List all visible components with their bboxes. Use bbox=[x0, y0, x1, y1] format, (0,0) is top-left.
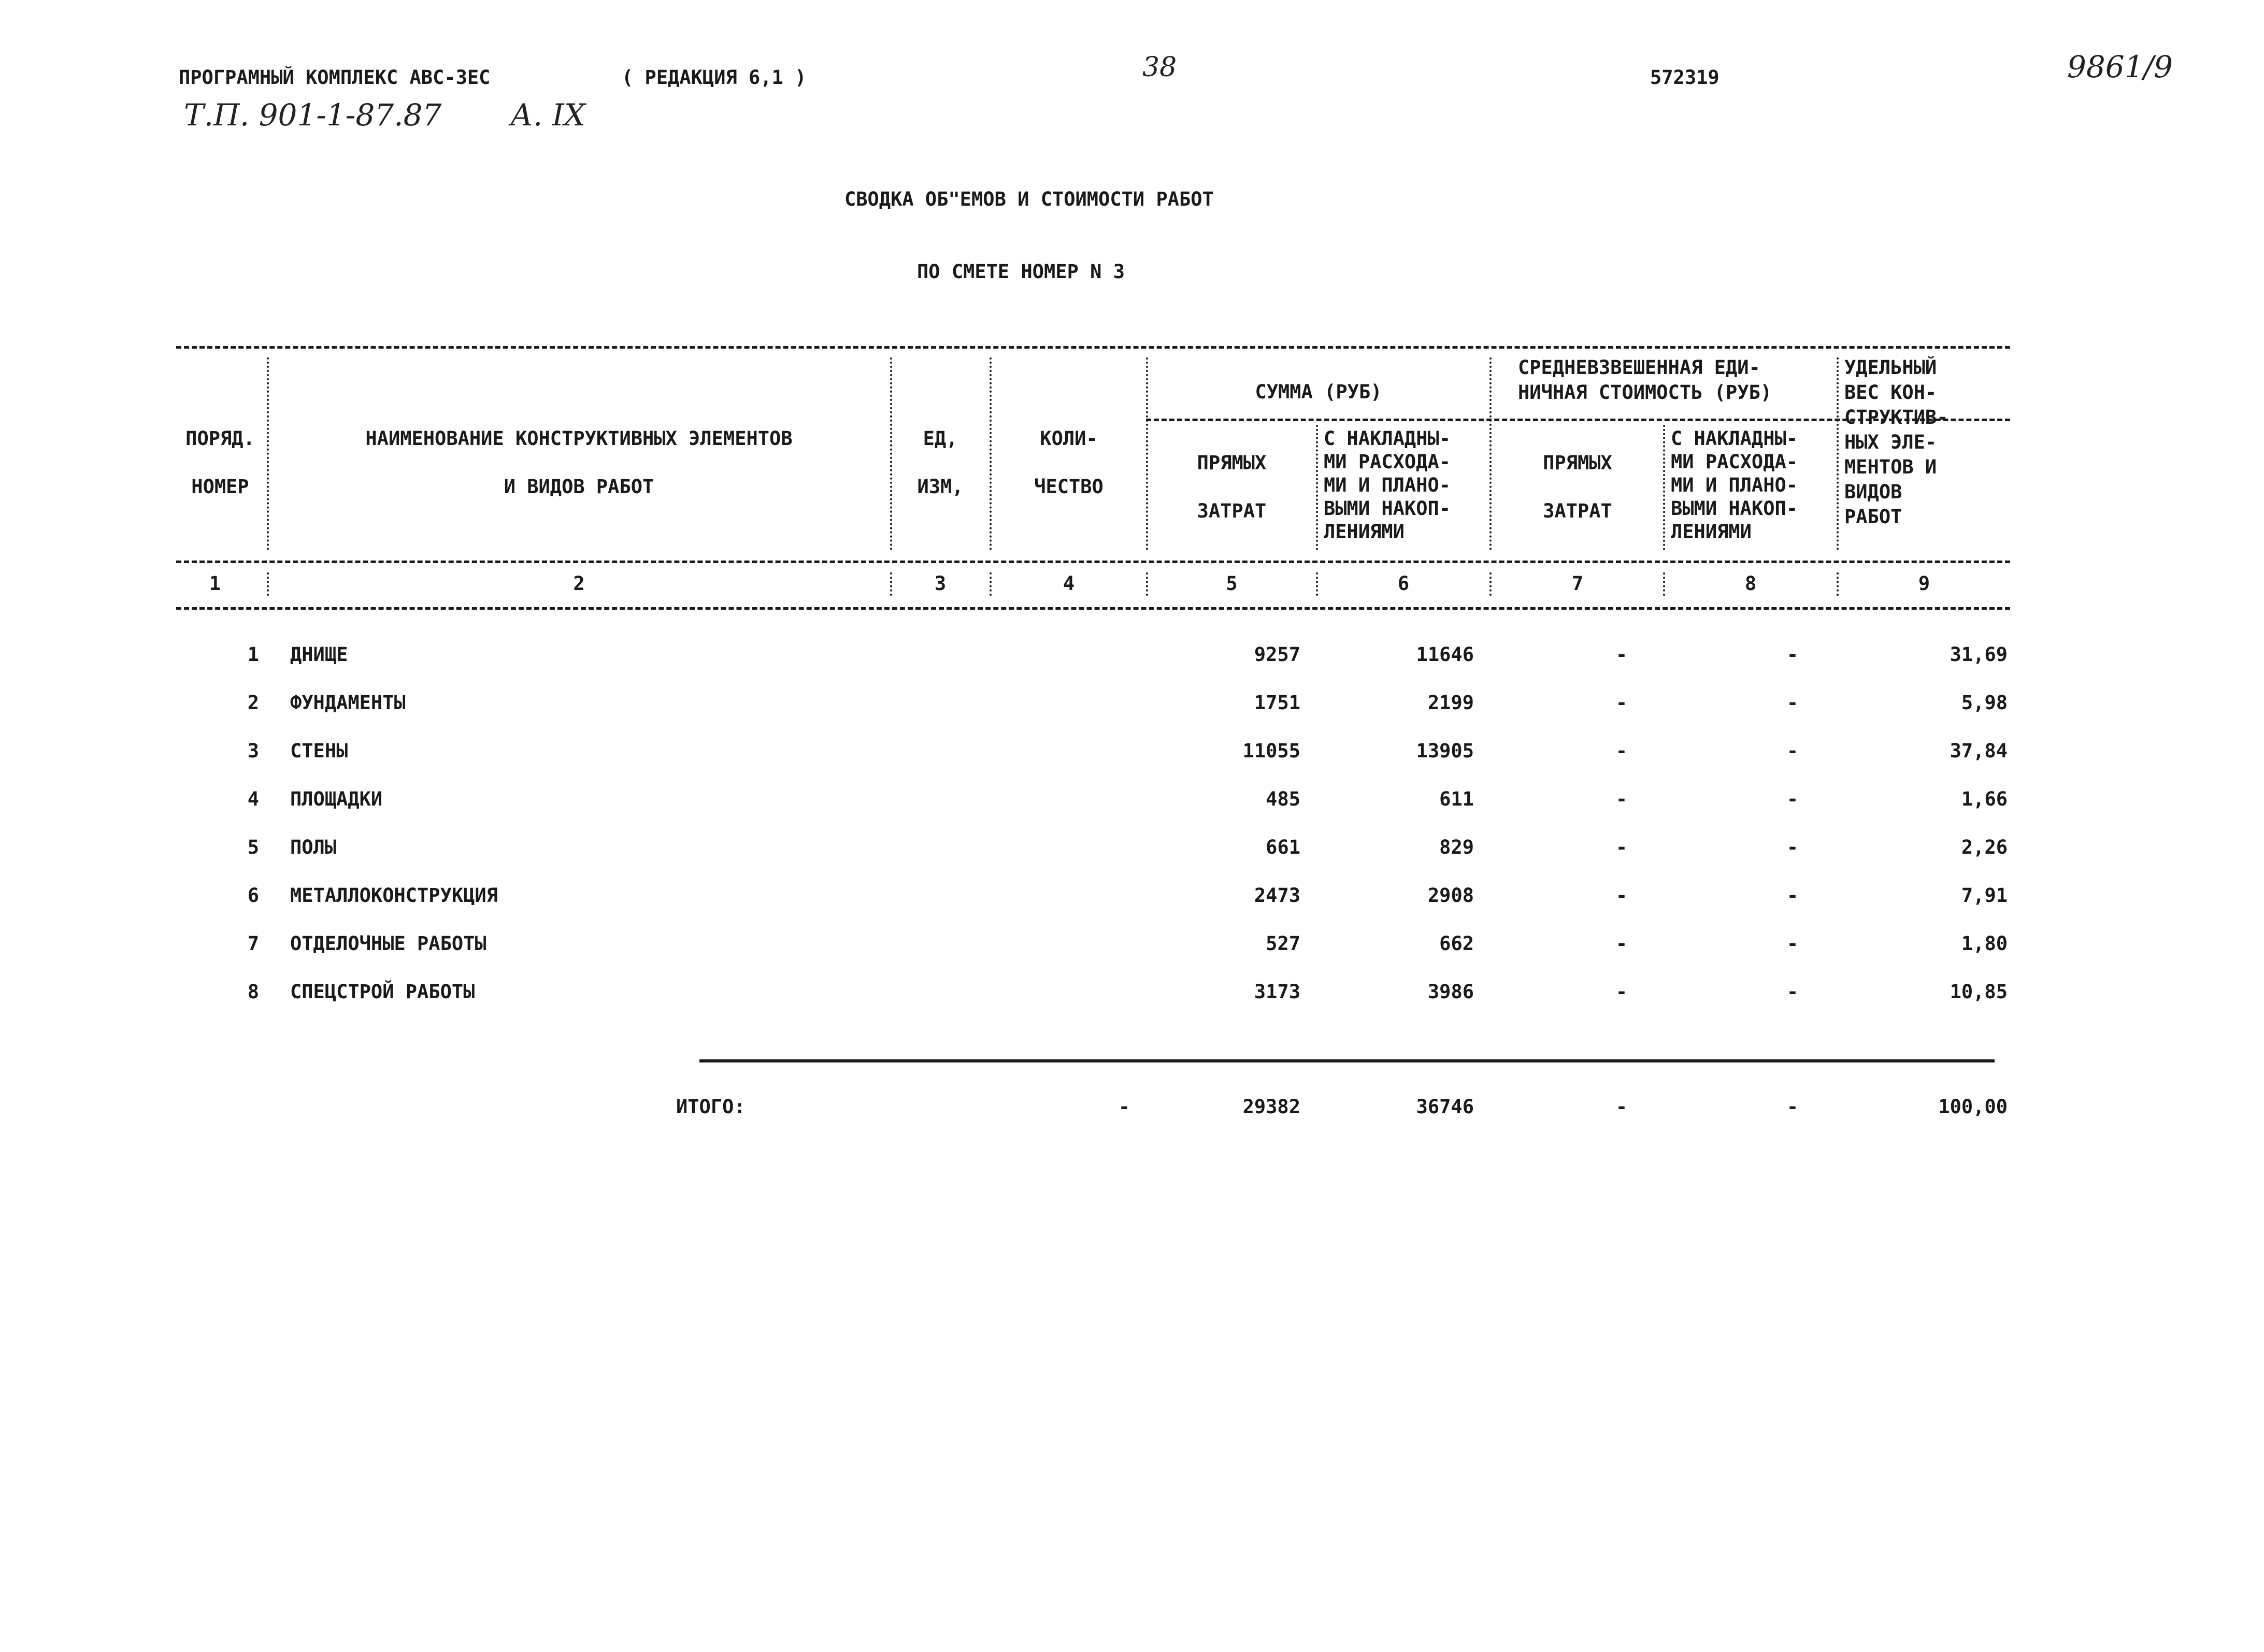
row-avg-overhead: - bbox=[1786, 981, 1799, 1003]
column-number: 7 bbox=[1571, 572, 1584, 595]
row-share: 2,26 bbox=[1961, 836, 2008, 858]
row-avg-direct: - bbox=[1615, 884, 1628, 907]
header-col1-line2: НОМЕР bbox=[191, 476, 249, 498]
row-overhead: 3986 bbox=[1427, 981, 1474, 1003]
row-share: 1,80 bbox=[1961, 932, 2008, 955]
row-avg-overhead: - bbox=[1786, 884, 1799, 907]
total-rule bbox=[699, 1059, 1995, 1062]
row-name: СПЕЦСТРОЙ РАБОТЫ bbox=[290, 981, 475, 1003]
header-col9-line6: ВИДОВ bbox=[1844, 481, 1902, 503]
header-avg-group-line2: НИЧНАЯ СТОИМОСТЬ (РУБ) bbox=[1518, 381, 1772, 404]
estimate-number: ПО СМЕТЕ НОМЕР N 3 bbox=[917, 261, 1125, 283]
header-col2-line1: НАИМЕНОВАНИЕ КОНСТРУКТИВНЫХ ЭЛЕМЕНТОВ bbox=[365, 427, 793, 450]
row-direct: 2473 bbox=[1254, 884, 1300, 907]
total-overhead: 36746 bbox=[1416, 1096, 1474, 1118]
row-share: 5,98 bbox=[1961, 692, 2008, 714]
table-top-rule bbox=[176, 346, 2010, 349]
row-avg-overhead: - bbox=[1786, 932, 1799, 955]
total-avg-overhead: - bbox=[1786, 1096, 1799, 1118]
document-title: СВОДКА ОБ"ЕМОВ И СТОИМОСТИ РАБОТ bbox=[844, 188, 1214, 210]
row-overhead: 2908 bbox=[1427, 884, 1474, 907]
column-separator bbox=[1489, 357, 1492, 550]
row-share: 10,85 bbox=[1950, 981, 2008, 1003]
header-col4-line2: ЧЕСТВО bbox=[1034, 476, 1104, 498]
row-name: ПОЛЫ bbox=[290, 836, 337, 858]
column-separator bbox=[990, 572, 992, 596]
row-avg-overhead: - bbox=[1786, 836, 1799, 858]
header-col5-line2: ЗАТРАТ bbox=[1197, 500, 1267, 522]
row-number: 5 bbox=[247, 836, 259, 858]
header-col9-line5: МЕНТОВ И bbox=[1844, 456, 1937, 478]
row-direct: 9257 bbox=[1254, 643, 1300, 666]
row-avg-overhead: - bbox=[1786, 740, 1799, 762]
row-overhead: 11646 bbox=[1416, 643, 1474, 666]
row-overhead: 662 bbox=[1439, 932, 1474, 955]
column-number: 8 bbox=[1744, 572, 1757, 595]
row-name: ДНИЩЕ bbox=[290, 643, 348, 666]
column-separator bbox=[1316, 425, 1318, 550]
header-col1-line1: ПОРЯД. bbox=[185, 427, 255, 450]
row-number: 3 bbox=[247, 740, 259, 762]
header-col8-line1: С НАКЛАДНЫ- bbox=[1671, 427, 1798, 450]
row-name: ФУНДАМЕНТЫ bbox=[290, 692, 406, 714]
row-share: 7,91 bbox=[1961, 884, 2008, 907]
header-col8-line3: МИ И ПЛАНО- bbox=[1671, 474, 1798, 496]
column-number: 3 bbox=[934, 572, 947, 595]
row-avg-direct: - bbox=[1615, 981, 1628, 1003]
row-number: 1 bbox=[247, 643, 259, 666]
row-share: 37,84 bbox=[1950, 740, 2008, 762]
header-sum-group: СУММА (РУБ) bbox=[1255, 381, 1382, 403]
row-avg-overhead: - bbox=[1786, 643, 1799, 666]
column-separator bbox=[1837, 357, 1839, 550]
row-direct: 527 bbox=[1266, 932, 1300, 955]
column-separator bbox=[1146, 572, 1148, 596]
row-name: ПЛОЩАДКИ bbox=[290, 788, 383, 810]
row-number: 8 bbox=[247, 981, 259, 1003]
row-number: 6 bbox=[247, 884, 259, 907]
column-separator bbox=[267, 572, 269, 596]
row-avg-overhead: - bbox=[1786, 692, 1799, 714]
row-avg-direct: - bbox=[1615, 932, 1628, 955]
column-number: 1 bbox=[209, 572, 221, 595]
column-number: 9 bbox=[1918, 572, 1930, 595]
row-direct: 3173 bbox=[1254, 981, 1300, 1003]
column-separator bbox=[1837, 572, 1839, 596]
program-name: ПРОГРАМНЫЙ КОМПЛЕКС АВС-ЗЕС bbox=[179, 66, 491, 89]
column-separator bbox=[890, 357, 892, 550]
header-col8-line5: ЛЕНИЯМИ bbox=[1671, 521, 1752, 543]
column-numbers-rule bbox=[176, 607, 2010, 610]
column-separator bbox=[1146, 357, 1148, 550]
header-col2-line2: И ВИДОВ РАБОТ bbox=[504, 476, 654, 498]
header-col8-line2: МИ РАСХОДА- bbox=[1671, 451, 1798, 473]
total-qty: - bbox=[1118, 1096, 1130, 1118]
row-share: 31,69 bbox=[1950, 643, 2008, 666]
row-name: СТЕНЫ bbox=[290, 740, 348, 762]
header-col6-line5: ЛЕНИЯМИ bbox=[1324, 521, 1405, 543]
row-avg-direct: - bbox=[1615, 788, 1628, 810]
row-avg-direct: - bbox=[1615, 692, 1628, 714]
column-separator bbox=[267, 357, 269, 550]
header-col9-line1: УДЕЛЬНЫЙ bbox=[1844, 356, 1937, 379]
row-direct: 485 bbox=[1266, 788, 1300, 810]
row-overhead: 13905 bbox=[1416, 740, 1474, 762]
header-col9-line4: НЫХ ЭЛЕ- bbox=[1844, 431, 1937, 453]
column-separator bbox=[890, 572, 892, 596]
header-col5-line1: ПРЯМЫХ bbox=[1197, 452, 1267, 474]
header-col6-line1: С НАКЛАДНЫ- bbox=[1324, 427, 1451, 450]
row-avg-direct: - bbox=[1615, 836, 1628, 858]
row-direct: 11055 bbox=[1242, 740, 1300, 762]
header-bottom-rule bbox=[176, 561, 2010, 563]
header-avg-group-line1: СРЕДНЕВЗВЕШЕННАЯ ЕДИ- bbox=[1518, 356, 1760, 379]
column-separator bbox=[1663, 572, 1665, 596]
row-direct: 1751 bbox=[1254, 692, 1300, 714]
row-name: МЕТАЛЛОКОНСТРУКЦИЯ bbox=[290, 884, 498, 907]
total-avg-direct: - bbox=[1615, 1096, 1628, 1118]
column-separator bbox=[1316, 572, 1318, 596]
column-number: 5 bbox=[1226, 572, 1238, 595]
column-separator bbox=[1489, 572, 1492, 596]
document-code: 572319 bbox=[1650, 66, 1720, 89]
row-direct: 661 bbox=[1266, 836, 1300, 858]
header-col7-line2: ЗАТРАТ bbox=[1543, 500, 1612, 522]
page-number: 38 bbox=[1142, 52, 1177, 83]
header-col6-line4: ВЫМИ НАКОП- bbox=[1324, 497, 1451, 520]
header-col6-line3: МИ И ПЛАНО- bbox=[1324, 474, 1451, 496]
column-number: 4 bbox=[1063, 572, 1075, 595]
row-avg-overhead: - bbox=[1786, 788, 1799, 810]
column-separator bbox=[1663, 425, 1665, 550]
row-number: 2 bbox=[247, 692, 259, 714]
total-share: 100,00 bbox=[1938, 1096, 2008, 1118]
header-col9-line7: РАБОТ bbox=[1844, 506, 1902, 528]
column-number: 6 bbox=[1397, 572, 1410, 595]
row-share: 1,66 bbox=[1961, 788, 2008, 810]
row-overhead: 611 bbox=[1439, 788, 1474, 810]
row-name: ОТДЕЛОЧНЫЕ РАБОТЫ bbox=[290, 932, 486, 955]
header-col3-line1: ЕД, bbox=[923, 427, 958, 450]
header-col8-line4: ВЫМИ НАКОП- bbox=[1671, 497, 1798, 520]
handwritten-corner-number: 9861/9 bbox=[2067, 49, 2173, 84]
header-col3-line2: ИЗМ, bbox=[917, 476, 964, 498]
header-col7-line1: ПРЯМЫХ bbox=[1543, 452, 1612, 474]
edition: ( РЕДАКЦИЯ 6,1 ) bbox=[622, 66, 807, 89]
row-overhead: 2199 bbox=[1427, 692, 1474, 714]
header-col4-line1: КОЛИ- bbox=[1040, 427, 1098, 450]
header-col9-line2: ВЕС КОН- bbox=[1844, 381, 1937, 404]
row-number: 4 bbox=[247, 788, 259, 810]
column-separator bbox=[990, 357, 992, 550]
total-label: ИТОГО: bbox=[676, 1096, 746, 1118]
row-overhead: 829 bbox=[1439, 836, 1474, 858]
handwritten-album: А. IX bbox=[510, 97, 585, 133]
handwritten-project-ref: Т.П. 901-1-87.87 bbox=[184, 97, 442, 133]
row-number: 7 bbox=[247, 932, 259, 955]
total-direct: 29382 bbox=[1242, 1096, 1300, 1118]
header-col9-line3: СТРУКТИВ- bbox=[1844, 406, 1948, 428]
header-col6-line2: МИ РАСХОДА- bbox=[1324, 451, 1451, 473]
row-avg-direct: - bbox=[1615, 643, 1628, 666]
column-number: 2 bbox=[573, 572, 585, 595]
row-avg-direct: - bbox=[1615, 740, 1628, 762]
